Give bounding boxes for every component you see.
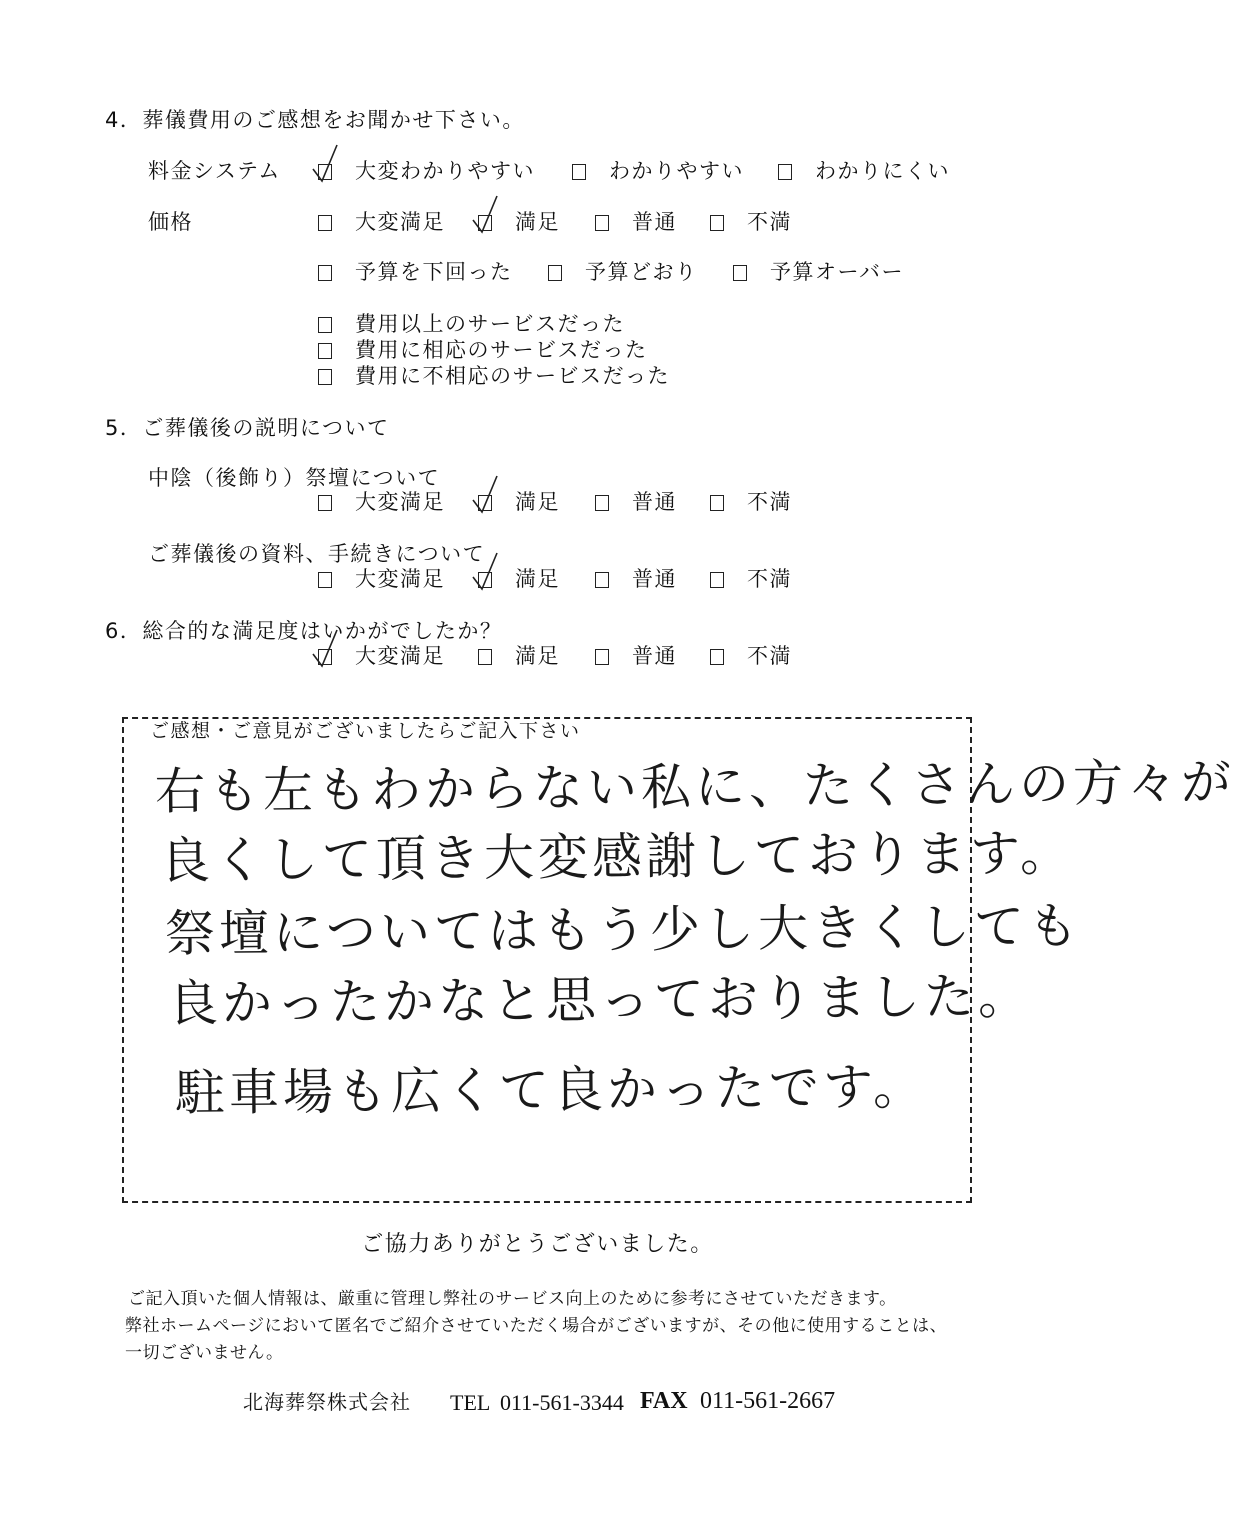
budget-option-label: 予算どおり	[585, 260, 698, 284]
overall-option-label: 普通	[632, 644, 677, 668]
service-checkbox[interactable]	[318, 369, 332, 385]
handwritten-line: 良くして頂き大変感謝しております。	[159, 824, 1075, 890]
altar-checkbox[interactable]	[478, 495, 492, 511]
fee-system-option-label: わかりにくい	[815, 159, 950, 183]
overall-checkbox[interactable]	[710, 649, 724, 665]
documents-option-label: 満足	[515, 567, 560, 591]
documents-checkbox[interactable]	[478, 572, 492, 588]
fee-system-label: 料金システム	[148, 159, 281, 183]
handwritten-line: 右も左もわからない私に、たくさんの方々が	[154, 753, 1235, 821]
budget-checkbox[interactable]	[733, 265, 747, 281]
service-option-label: 費用に相応のサービスだった	[355, 338, 648, 362]
altar-label: 中陰（後飾り）祭壇について	[148, 466, 441, 490]
fee-system-option-label: 大変わかりやすい	[355, 159, 535, 183]
budget-option-label: 予算オーバー	[770, 260, 904, 284]
altar-option-label: 普通	[632, 490, 677, 514]
service-checkbox[interactable]	[318, 343, 332, 359]
overall-option-label: 満足	[515, 644, 560, 668]
privacy-note: 一切ございません。	[125, 1343, 284, 1363]
documents-option-label: 普通	[632, 567, 677, 591]
price-checkbox[interactable]	[478, 215, 492, 231]
price-option-label: 不満	[747, 210, 792, 234]
price-option-label: 大変満足	[355, 210, 445, 234]
q6-heading: 6．総合的な満足度はいかがでしたか？	[105, 619, 503, 643]
fee-system-checkbox[interactable]	[572, 164, 586, 180]
documents-label: ご葬儀後の資料、手続きについて	[148, 542, 486, 566]
overall-option-label: 大変満足	[355, 644, 445, 668]
budget-checkbox[interactable]	[548, 265, 562, 281]
price-checkbox[interactable]	[710, 215, 724, 231]
overall-checkbox[interactable]	[318, 649, 332, 665]
altar-checkbox[interactable]	[710, 495, 724, 511]
company-name: 北海葬祭株式会社	[243, 1390, 411, 1414]
tel-label: TEL	[450, 1390, 491, 1415]
fee-system-checkbox[interactable]	[318, 164, 332, 180]
handwritten-line: 良かったかなと思っておりました。	[167, 967, 1033, 1033]
handwritten-line: 駐車場も広くて良かったです。	[174, 1057, 928, 1123]
altar-option-label: 満足	[515, 490, 560, 514]
altar-option-label: 大変満足	[355, 490, 445, 514]
thanks-message: ご協力ありがとうございました。	[361, 1232, 714, 1257]
altar-checkbox[interactable]	[595, 495, 609, 511]
documents-checkbox[interactable]	[710, 572, 724, 588]
price-label: 価格	[148, 210, 193, 234]
tel-number: 011-561-3344	[500, 1390, 624, 1415]
service-option-label: 費用以上のサービスだった	[355, 312, 625, 336]
documents-option-label: 不満	[747, 567, 792, 591]
handwritten-line: 祭壇についてはもう少し大きくしても	[164, 897, 1083, 963]
fee-system-option-label: わかりやすい	[609, 159, 744, 183]
price-option-label: 普通	[632, 210, 677, 234]
service-checkbox[interactable]	[318, 317, 332, 333]
budget-checkbox[interactable]	[318, 265, 332, 281]
comment-label: ご感想・ご意見がございましたらご記入下さい	[150, 720, 581, 742]
q4-heading: 4．葬儀費用のご感想をお聞かせ下さい。	[105, 108, 525, 132]
documents-checkbox[interactable]	[318, 572, 332, 588]
fee-system-checkbox[interactable]	[778, 164, 792, 180]
price-option-label: 満足	[515, 210, 560, 234]
overall-option-label: 不満	[747, 644, 792, 668]
altar-option-label: 不満	[747, 490, 792, 514]
budget-option-label: 予算を下回った	[355, 260, 513, 284]
service-option-label: 費用に不相応のサービスだった	[355, 364, 670, 388]
fax-label: FAX	[640, 1388, 688, 1414]
overall-checkbox[interactable]	[478, 649, 492, 665]
documents-option-label: 大変満足	[355, 567, 445, 591]
privacy-note: ご記入頂いた個人情報は、厳重に管理し弊社のサービス向上のために参考にさせていただきます。	[128, 1289, 897, 1309]
price-checkbox[interactable]	[595, 215, 609, 231]
privacy-note: 弊社ホームページにおいて匿名でご紹介させていただく場合がございますが、その他に使用することは、	[125, 1316, 948, 1336]
overall-checkbox[interactable]	[595, 649, 609, 665]
q5-heading: 5．ご葬儀後の説明について	[105, 416, 390, 440]
altar-checkbox[interactable]	[318, 495, 332, 511]
fax-number: 011-561-2667	[700, 1388, 836, 1414]
documents-checkbox[interactable]	[595, 572, 609, 588]
price-checkbox[interactable]	[318, 215, 332, 231]
